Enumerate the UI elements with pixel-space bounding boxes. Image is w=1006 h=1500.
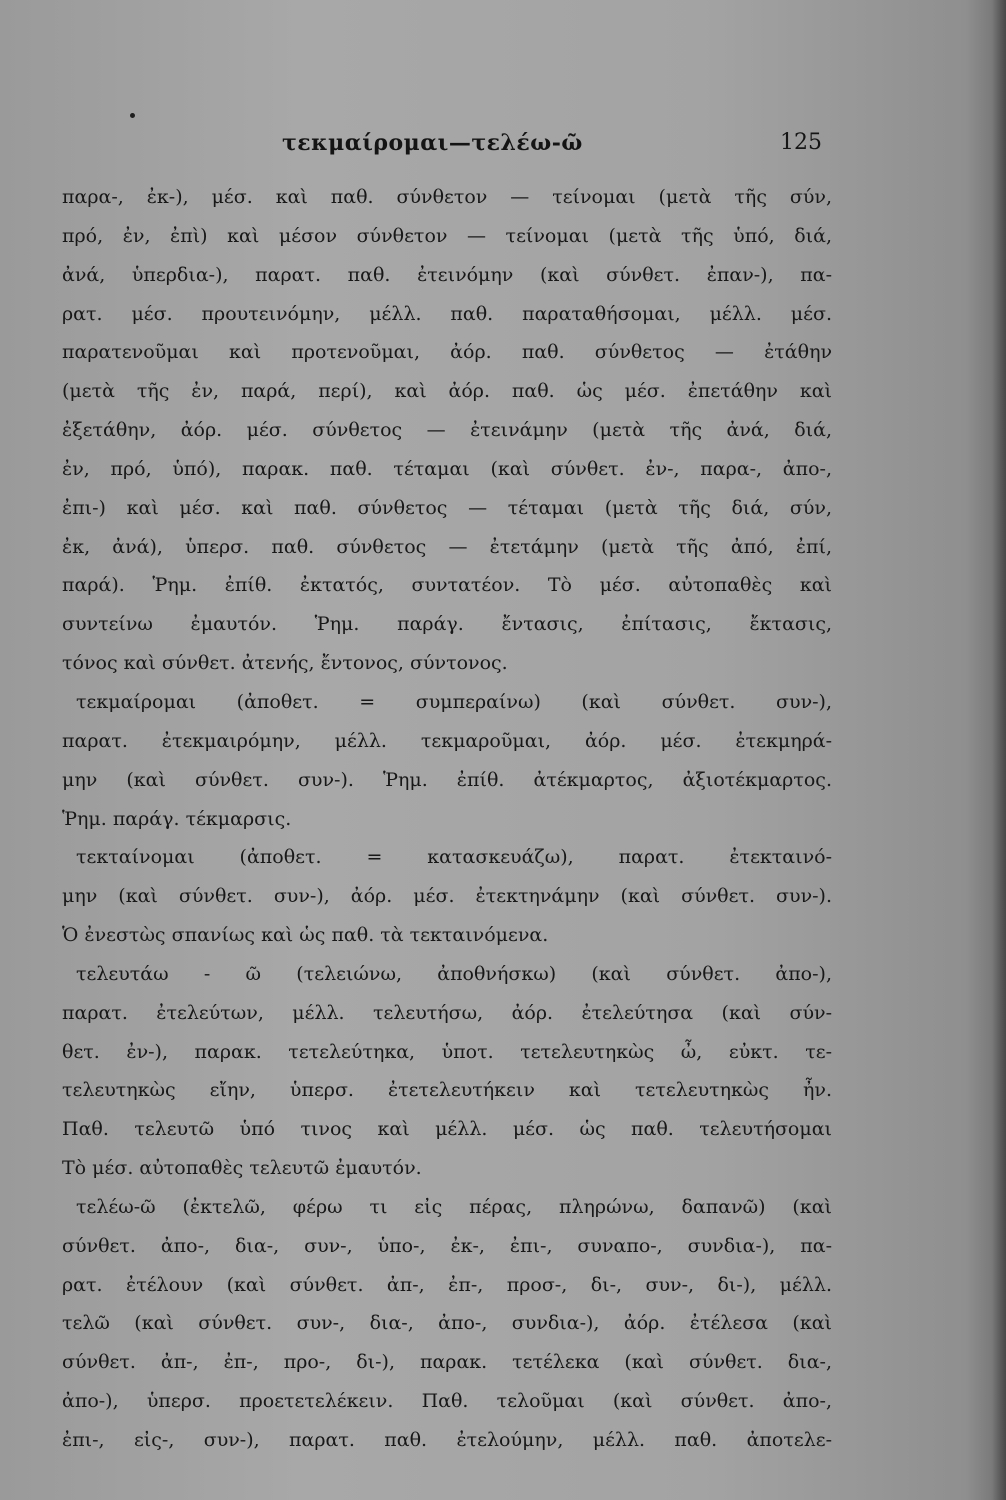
text-line: ἐξετάθην, ἀόρ. μέσ. σύνθετος — ἐτεινάμην (μετὰ τῆς ἀνά, διά, xyxy=(62,419,832,442)
text-line: ἐπι-) καὶ μέσ. καὶ παθ. σύνθετος — τέταμαι (μετὰ τῆς διά, σύν, xyxy=(62,496,832,519)
text-line: παρατενοῦμαι καὶ προτενοῦμαι, ἀόρ. παθ. σύνθετος — ἐτάθην xyxy=(62,341,832,364)
text-line: τόνος καὶ σύνθετ. ἀτενής, ἔντονος, σύντονος. xyxy=(62,652,508,675)
text-line: ἐκ, ἀνά), ὑπερσ. παθ. σύνθετος — ἐτετάμην (μετὰ τῆς ἀπό, ἐπί, xyxy=(62,535,832,558)
entry-headline: τεκταίνομαι (ἀποθετ. = κατασκευάζω), παρατ. ἐτεκταινό- xyxy=(76,846,832,869)
text-line: ρατ. ἐτέλουν (καὶ σύνθετ. ἀπ-, ἐπ-, προσ-, δι-, συν-, δι-), μέλλ. xyxy=(62,1273,832,1296)
text-line: Τὸ μέσ. αὐτοπαθὲς τελευτῶ ἐμαυτόν. xyxy=(62,1157,422,1180)
page-number: 125 xyxy=(780,130,822,155)
text-line: τελευτηκὼς εἴην, ὑπερσ. ἐτετελευτήκειν καὶ τετελευτηκὼς ἦν. xyxy=(62,1079,832,1102)
text-line: ἐν, πρό, ὑπό), παρακ. παθ. τέταμαι (καὶ σύνθετ. ἐν-, παρα-, ἀπο-, xyxy=(62,457,832,480)
text-line: συντείνω ἐμαυτόν. Ῥημ. παράγ. ἔντασις, ἐπίτασις, ἔκτασις, xyxy=(62,613,832,636)
ink-dot xyxy=(130,113,135,118)
text-line: παρατ. ἐτεκμαιρόμην, μέλλ. τεκμαροῦμαι, ἀόρ. μέσ. ἐτεκμηρά- xyxy=(62,729,832,752)
text-line: ἐπι-, εἰς-, συν-), παρατ. παθ. ἐτελούμην, μέλλ. παθ. ἀποτελε- xyxy=(62,1429,832,1451)
text-line: ἀνά, ὑπερδια-), παρατ. παθ. ἐτεινόμην (καὶ σύνθετ. ἐπαν-), πα- xyxy=(62,263,832,286)
text-line: σύνθετ. ἀπο-, δια-, συν-, ὑπο-, ἐκ-, ἐπι-, συναπο-, συνδια-), πα- xyxy=(62,1234,832,1257)
text-line: μην (καὶ σύνθετ. συν-), ἀόρ. μέσ. ἐτεκτηνάμην (καὶ σύνθετ. συν-). xyxy=(62,885,832,908)
entry-headline: τελέω-ῶ (ἐκτελῶ, φέρω τι εἰς πέρας, πληρώνω, δαπανῶ) (καὶ xyxy=(76,1195,832,1218)
text-line: πρό, ἐν, ἐπὶ) καὶ μέσον σύνθετον — τείνομαι (μετὰ τῆς ὑπό, διά, xyxy=(62,224,832,247)
text-line: σύνθετ. ἀπ-, ἐπ-, προ-, δι-), παρακ. τετέλεκα (καὶ σύνθετ. δια-, xyxy=(62,1351,832,1374)
running-head: τεκμαίρομαι—τελέω-ῶ xyxy=(282,130,583,156)
text-line: Ὁ ἐνεστὼς σπανίως καὶ ὡς παθ. τὰ τεκταινόμενα. xyxy=(62,924,549,947)
entry-headline: τελευτάω - ῶ (τελειώνω, ἀποθνήσκω) (καὶ σύνθετ. ἀπο-), xyxy=(76,962,832,985)
text-line: (μετὰ τῆς ἐν, παρά, περί), καὶ ἀόρ. παθ. ὡς μέσ. ἐπετάθην καὶ xyxy=(62,380,832,403)
entry-headline: τεκμαίρομαι (ἀποθετ. = συμπεραίνω) (καὶ σύνθετ. συν-), xyxy=(76,690,832,713)
text-line: ρατ. μέσ. προυτεινόμην, μέλλ. παθ. παραταθήσομαι, μέλλ. μέσ. xyxy=(62,302,832,325)
text-line: παρατ. ἐτελεύτων, μέλλ. τελευτήσω, ἀόρ. ἐτελεύτησα (καὶ σύν- xyxy=(62,1001,832,1024)
text-line: παρα-, ἐκ-), μέσ. καὶ παθ. σύνθετον — τείνομαι (μετὰ τῆς σύν, xyxy=(62,186,832,208)
text-line: ἀπο-), ὑπερσ. προετετελέκειν. Παθ. τελοῦμαι (καὶ σύνθετ. ἀπο-, xyxy=(62,1390,832,1413)
text-line: παρά). Ῥημ. ἐπίθ. ἐκτατός, συντατέον. Τὸ μέσ. αὐτοπαθὲς καὶ xyxy=(62,574,832,597)
text-line: Ῥημ. παράγ. τέκμαρσις. xyxy=(62,807,292,830)
text-line: μην (καὶ σύνθετ. συν-). Ῥημ. ἐπίθ. ἀτέκμαρτος, ἀξιοτέκμαρτος. xyxy=(62,768,832,791)
page-header xyxy=(0,130,1006,160)
body-text xyxy=(62,178,832,1460)
text-line: Παθ. τελευτῶ ὑπό τινος καὶ μέλλ. μέσ. ὡς παθ. τελευτήσομαι xyxy=(62,1118,832,1141)
text-line: θετ. ἐν-), παρακ. τετελεύτηκα, ὑποτ. τετελευτηκὼς ὦ, εὐκτ. τε- xyxy=(62,1040,832,1063)
text-line: τελῶ (καὶ σύνθετ. συν-, δια-, ἀπο-, συνδια-), ἀόρ. ἐτέλεσα (καὶ xyxy=(62,1312,832,1335)
